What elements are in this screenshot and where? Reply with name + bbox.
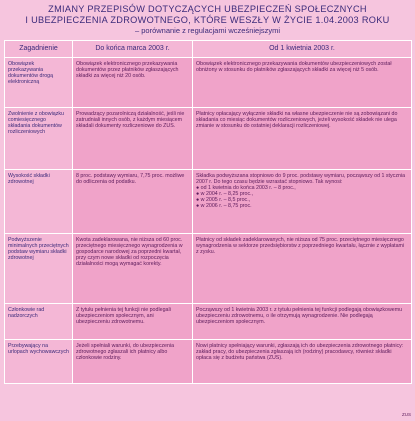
row-after-text: Płatnicy opłacający wyłącznie składki na własne ubezpieczenie nie są zobowiązani do składania co miesiąc dokumentów rozliczeniowych, jeżeli wysokość składek nie ulega zmianie w stosunku do ostatniej deklaracji rozliczeniowej. bbox=[196, 111, 398, 130]
rate-list bbox=[196, 185, 408, 209]
row-after-text: Począwszy od 1 kwietnia 2003 r. z tytułu pełnienia tej funkcji podlegają obowiązkowemu ubezpieczeniu zdrowotnemu, o ile otrzymują wynagrodzenie. Nie podlegają ubezpieczeniom społecznym. bbox=[196, 307, 403, 326]
zus-logo-mark: ZUS bbox=[402, 412, 411, 417]
row-after-text: Nowi płatnicy spełniający warunki, zgłaszają ich do ubezpieczenia zdrowotnego płatnicy: zakład pracy, do ubezpieczenia zgłaszają ich (rodziny) pracodawcy, również składki opłaca się z budżetu państwa (ZUS). bbox=[196, 343, 404, 362]
row-before: 8 proc. podstawy wymiaru, 7,75 proc. możliwe do odliczenia od podatku. bbox=[73, 170, 193, 234]
row-topic: Obowiązek przekazywania dokumentów drogą elektroniczną bbox=[5, 58, 73, 108]
title-line-2: I UBEZPIECZENIA ZDROWOTNEGO, KTÓRE WESZŁY W ŻYCIE 1.04.2003 ROKU bbox=[25, 15, 390, 25]
table-row bbox=[5, 108, 412, 170]
table-row bbox=[5, 234, 412, 304]
list-item: ● w 2006 r. – 8,75 proc. bbox=[196, 203, 252, 210]
row-topic: Przebywający na urlopach wychowawczych bbox=[5, 340, 73, 384]
table-row bbox=[5, 340, 412, 384]
column-header-after: Od 1 kwietnia 2003 r. bbox=[193, 41, 412, 58]
row-after bbox=[193, 58, 412, 108]
table-row bbox=[5, 170, 412, 234]
row-after bbox=[193, 108, 412, 170]
list-item: ● w 2005 r. – 8,5 proc., bbox=[196, 197, 251, 204]
row-before: Jeżeli spełniali warunki, do ubezpieczenia zdrowotnego zgłaszali ich płatnicy albo członkowie rodziny. bbox=[73, 340, 193, 384]
row-topic: Zwolnienie z obowiązku comiesięcznego składania dokumentów rozliczeniowych bbox=[5, 108, 73, 170]
row-after-text: Składka podwyższana stopniowo do 9 proc. podstawy wymiaru, począwszy od 1 stycznia 2007 r. Do tego czasu będzie wzrastać stopniowo. Tak wynosi: bbox=[196, 173, 406, 186]
row-after bbox=[193, 170, 412, 234]
row-after bbox=[193, 340, 412, 384]
table-row bbox=[5, 58, 412, 108]
row-before: Prowadzący pozarolniczą działalność, jeśli nie zatrudniali innych osób, z każdym miesiącem składali dokumenty rozliczeniowe do ZUS. bbox=[73, 108, 193, 170]
row-after bbox=[193, 234, 412, 304]
table-header-row bbox=[5, 41, 412, 58]
title-line-1: ZMIANY PRZEPISÓW DOTYCZĄCYCH UBEZPIECZEŃ SPOŁECZNYCH bbox=[48, 4, 367, 14]
row-after-text: Obowiązek elektronicznego przekazywania dokumentów ubezpieczeniowych został obniżony w stosunku do płatników zgłaszających składki za więcej niż 5 osób. bbox=[196, 61, 392, 74]
row-topic: Podwyższenie minimalnych przeciętnych podstaw wymiaru składki zdrowotnej bbox=[5, 234, 73, 304]
row-after-text: Płatnicy od składek zadeklarowanych, nie niższa od 75 proc. przeciętnego miesięcznego wynagrodzenia w sektorze przedsiębiorstw z poprzedniego kwartału, łącznie z wypłatami z zysku. bbox=[196, 237, 405, 256]
table-row bbox=[5, 304, 412, 340]
comparison-table bbox=[4, 40, 412, 384]
row-after bbox=[193, 304, 412, 340]
list-item: ● w 2004 r. – 8,25 proc., bbox=[196, 191, 254, 198]
row-topic: Członkowie rad nadzorczych bbox=[5, 304, 73, 340]
row-before: Kwota zadeklarowana, nie niższa od 60 proc. przeciętnego miesięcznego wynagrodzenia w gospodarce narodowej za poprzedni kwartał, przy czym nowe składki od rozpoczęcia działalności mogą wymagać korekty. bbox=[73, 234, 193, 304]
list-item: ● od 1 kwietnia do końca 2003 r. – 8 proc., bbox=[196, 185, 296, 192]
row-before: Obowiązek elektronicznego przekazywania dokumentów przez płatników zgłaszających składki za więcej niż 20 osób. bbox=[73, 58, 193, 108]
row-topic: Wysokość składki zdrowotnej bbox=[5, 170, 73, 234]
column-header-topic: Zagadnienie bbox=[5, 41, 73, 58]
document-header bbox=[4, 4, 411, 36]
subtitle: – porównanie z regulacjami wcześniejszymi bbox=[134, 26, 281, 35]
row-before: Z tytułu pełnienia tej funkcji nie podlegali ubezpieczeniom społecznym, ani ubezpieczeniu zdrowotnemu. bbox=[73, 304, 193, 340]
column-header-before: Do końca marca 2003 r. bbox=[73, 41, 193, 58]
